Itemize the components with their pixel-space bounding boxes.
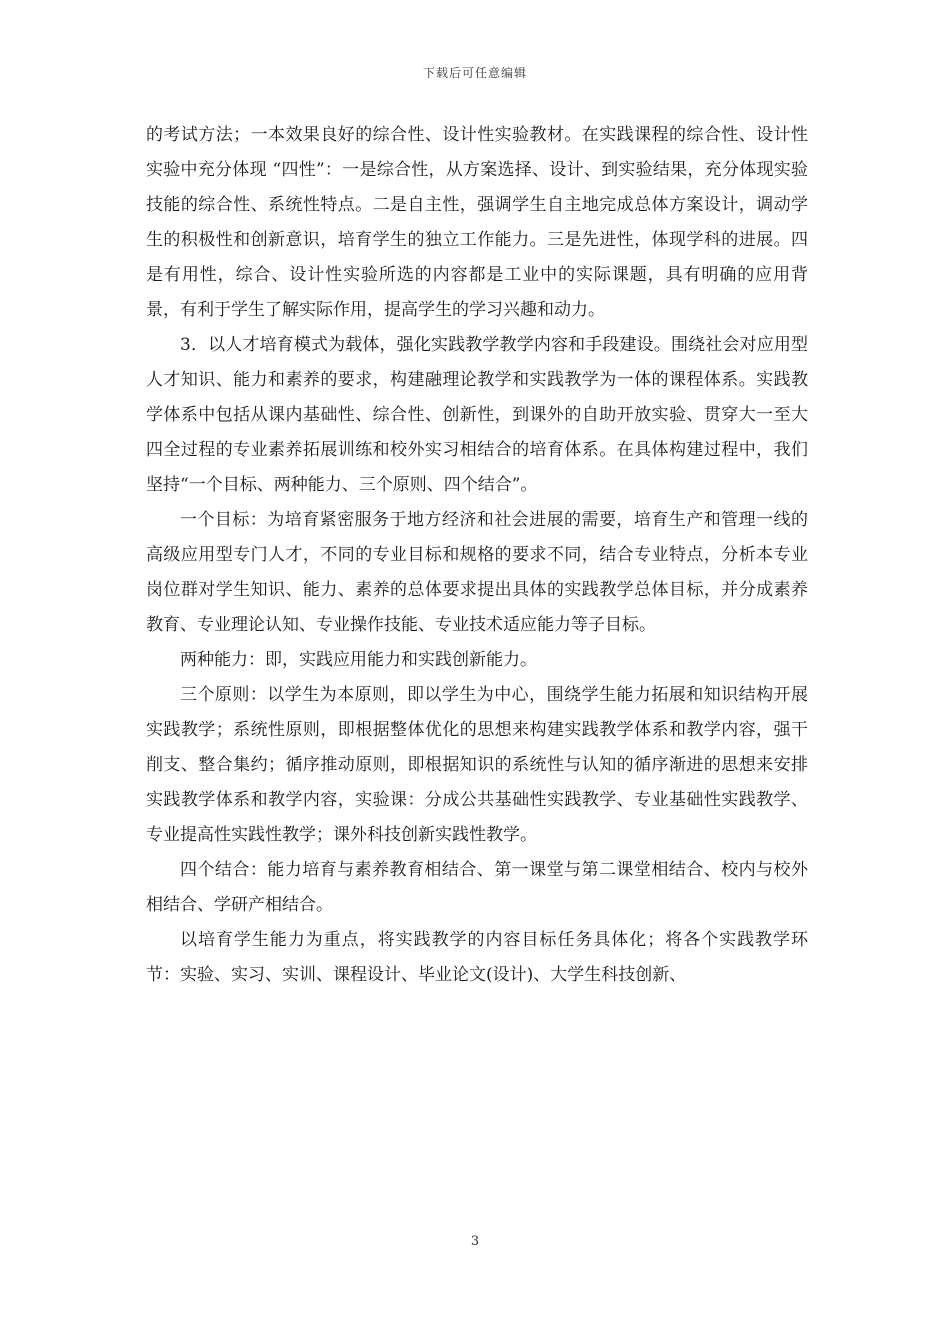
paragraph-1: 的考试方法；一本效果良好的综合性、设计性实验教材。在实践课程的综合性、设计性实验中充分体现 “四性”：一是综合性，从方案选择、设计、到实验结果，充分体现实验技能的综合性、系统性特点。二是自主性，强调学生自主地完成总体方案设计，调动学生的积极性和创新意识，培育学生的独立工作能力。三是先进性，体现学科的进展。四是有用性，综合、设计性实验所选的内容都是工业中的实际课题，具有明确的应用背景，有利于学生了解实际作用，提高学生的学习兴趣和动力。 xyxy=(146,125,808,320)
paragraph-5: 三个原则：以学生为本原则，即以学生为中心，围绕学生能力拓展和知识结构开展实践教学；系统性原则，即根据整体优化的思想来构建实践教学体系和教学内容，强干削支、整合集约；循序推动原则，即根据知识的系统性与认知的循序渐进的思想来安排实践教学体系和教学内容，实验课：分成公共基础性实践教学、专业基础性实践教学、专业提高性实践性教学；课外科技创新实践性教学。 xyxy=(146,685,808,845)
page-header: 下载后可任意编辑 xyxy=(422,66,527,80)
page-number: 3 xyxy=(470,1234,480,1249)
document-body xyxy=(146,118,808,993)
paragraph-4: 两种能力：即，实践应用能力和实践创新能力。 xyxy=(180,650,537,670)
paragraph-3: 一个目标：为培育紧密服务于地方经济和社会进展的需要，培育生产和管理一线的高级应用型专门人才，不同的专业目标和规格的要求不同，结合专业特点，分析本专业岗位群对学生知识、能力、素养的总体要求提出具体的实践教学总体目标，并分成素养教育、专业理论认知、专业操作技能、专业技术适应能力等子目标。 xyxy=(146,510,808,635)
paragraph-2: 3．以人才培育模式为载体，强化实践教学教学内容和手段建设。围绕社会对应用型人才知识、能力和素养的要求，构建融理论教学和实践教学为一体的课程体系。实践教学体系中包括从课内基础性、综合性、创新性，到课外的自助开放实验、贯穿大一至大四全过程的专业素养拓展训练和校外实习相结合的培育体系。在具体构建过程中，我们坚持“一个目标、两种能力、三个原则、四个结合”。 xyxy=(146,335,808,495)
paragraph-6: 四个结合：能力培育与素养教育相结合、第一课堂与第二课堂相结合、校内与校外相结合、学研产相结合。 xyxy=(146,860,808,915)
paragraph-7: 以培育学生能力为重点，将实践教学的内容目标任务具体化；将各个实践教学环节：实验、实习、实训、课程设计、毕业论文(设计)、大学生科技创新、 xyxy=(146,930,808,985)
